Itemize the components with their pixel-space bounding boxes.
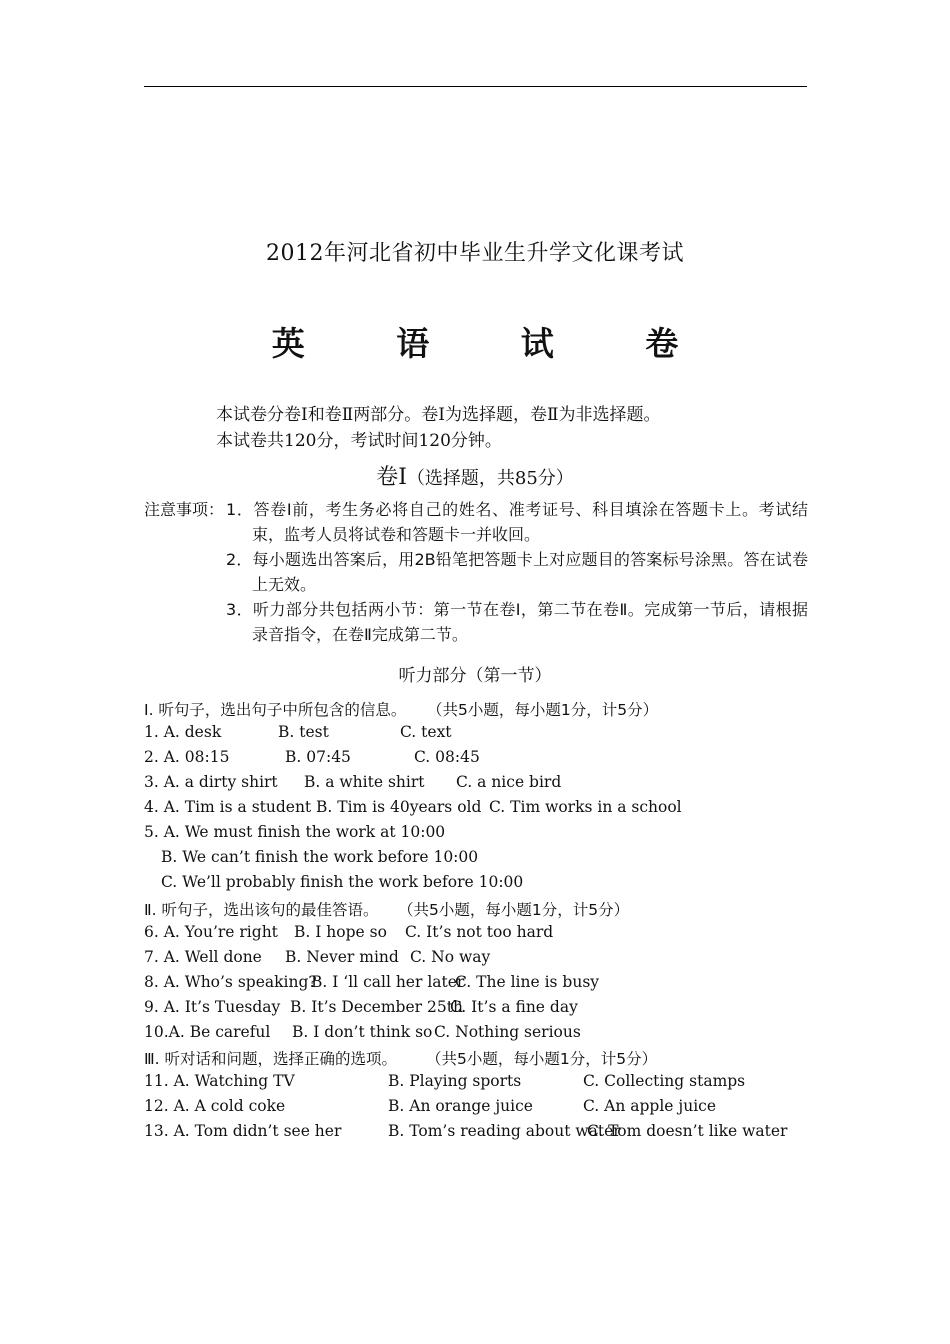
subject-title: 英 语 试 卷 bbox=[271, 324, 719, 363]
option-c: C. An apple juice bbox=[583, 1097, 717, 1115]
note-item-2: 2．每小题选出答案后，用2B铅笔把答题卡上对应题目的答案标号涂黑。答在试卷上无效。 bbox=[226, 550, 808, 594]
option-a: 11. A. Watching TV bbox=[144, 1072, 295, 1090]
option-a: 10.A. Be careful bbox=[144, 1023, 271, 1041]
listening-title: 听力部分（第一节） bbox=[398, 666, 552, 686]
option-a: 6. A. You’re right bbox=[144, 923, 278, 941]
option-b: B. 07:45 bbox=[285, 748, 351, 766]
exam-title: 2012年河北省初中毕业生升学文化课考试 bbox=[266, 241, 684, 266]
section-label-3: Ⅲ. 听对话和问题，选择正确的选项。 bbox=[144, 1050, 398, 1068]
option-c: C. We’ll probably finish the work before 10:00 bbox=[161, 873, 524, 891]
option-a: 13. A. Tom didn’t see her bbox=[144, 1122, 342, 1140]
option-b: B. test bbox=[278, 723, 329, 741]
option-a: 2. A. 08:15 bbox=[144, 748, 230, 766]
option-b: B. a white shirt bbox=[304, 773, 425, 791]
section-points-3: （共5小题，每小题1分，计5分） bbox=[426, 1050, 658, 1068]
option-b: B. Tom’s reading about water bbox=[388, 1122, 621, 1140]
option-b: B. An orange juice bbox=[388, 1097, 533, 1115]
option-b: B. We can’t finish the work before 10:00 bbox=[161, 848, 479, 866]
part-one-heading bbox=[0, 460, 950, 491]
part-one-label: 卷Ⅰ bbox=[376, 465, 407, 490]
option-a: 9. A. It’s Tuesday bbox=[144, 998, 281, 1016]
notes-label: 注意事项： bbox=[144, 500, 225, 519]
option-a: 7. A. Well done bbox=[144, 948, 262, 966]
option-b: B. I ‘ll call her later bbox=[311, 973, 465, 991]
header-rule bbox=[144, 86, 807, 87]
option-b: B. Tim is 40years old bbox=[316, 798, 482, 816]
option-b: B. Never mind bbox=[285, 948, 399, 966]
section-label-1: Ⅰ. 听句子，选出句子中所包含的信息。 bbox=[144, 701, 407, 719]
option-b: B. I don’t think so bbox=[292, 1023, 433, 1041]
intro-line-2: 本试卷共120分，考试时间120分钟。 bbox=[216, 431, 502, 451]
option-a: 12. A. A cold coke bbox=[144, 1097, 286, 1115]
option-a: 5. A. We must finish the work at 10:00 bbox=[144, 823, 446, 841]
option-a: 3. A. a dirty shirt bbox=[144, 773, 278, 791]
intro-line-1: 本试卷分卷Ⅰ和卷Ⅱ两部分。卷Ⅰ为选择题，卷Ⅱ为非选择题。 bbox=[216, 405, 661, 425]
option-a: 1. A. desk bbox=[144, 723, 222, 741]
option-c: C. It’s a fine day bbox=[450, 998, 578, 1016]
section-points-1: （共5小题，每小题1分，计5分） bbox=[427, 701, 659, 719]
option-c: C. 08:45 bbox=[414, 748, 480, 766]
option-c: C. Collecting stamps bbox=[583, 1072, 746, 1090]
option-c: C. Tim works in a school bbox=[489, 798, 682, 816]
option-b: B. Playing sports bbox=[388, 1072, 522, 1090]
option-c: C. It’s not too hard bbox=[405, 923, 554, 941]
option-a: 4. A. Tim is a student bbox=[144, 798, 312, 816]
option-c: C. Nothing serious bbox=[434, 1023, 581, 1041]
part-one-desc: （选择题，共85分） bbox=[406, 468, 574, 489]
option-c: C. a nice bird bbox=[456, 773, 562, 791]
option-a: 8. A. Who’s speaking? bbox=[144, 973, 317, 991]
option-c: C. The line is busy bbox=[455, 973, 600, 991]
option-c: C. No way bbox=[410, 948, 491, 966]
option-c: C. text bbox=[400, 723, 452, 741]
option-c: C. Tom doesn’t like water bbox=[587, 1122, 788, 1140]
note-item-3: 3．听力部分共包括两小节：第一节在卷Ⅰ，第二节在卷Ⅱ。完成第一节后，请根据录音指令，在卷Ⅱ完成第二节。 bbox=[226, 600, 808, 644]
notes-block bbox=[144, 497, 808, 647]
option-b: B. I hope so bbox=[294, 923, 387, 941]
note-item-1: 1．答卷Ⅰ前，考生务必将自己的姓名、准考证号、科目填涂在答题卡上。考试结束，监考人员将试卷和答题卡一并收回。 bbox=[226, 500, 808, 544]
section-label-2: Ⅱ. 听句子，选出该句的最佳答语。 bbox=[144, 901, 379, 919]
section-points-2: （共5小题，每小题1分，计5分） bbox=[398, 901, 630, 919]
option-b: B. It’s December 25th bbox=[290, 998, 463, 1016]
